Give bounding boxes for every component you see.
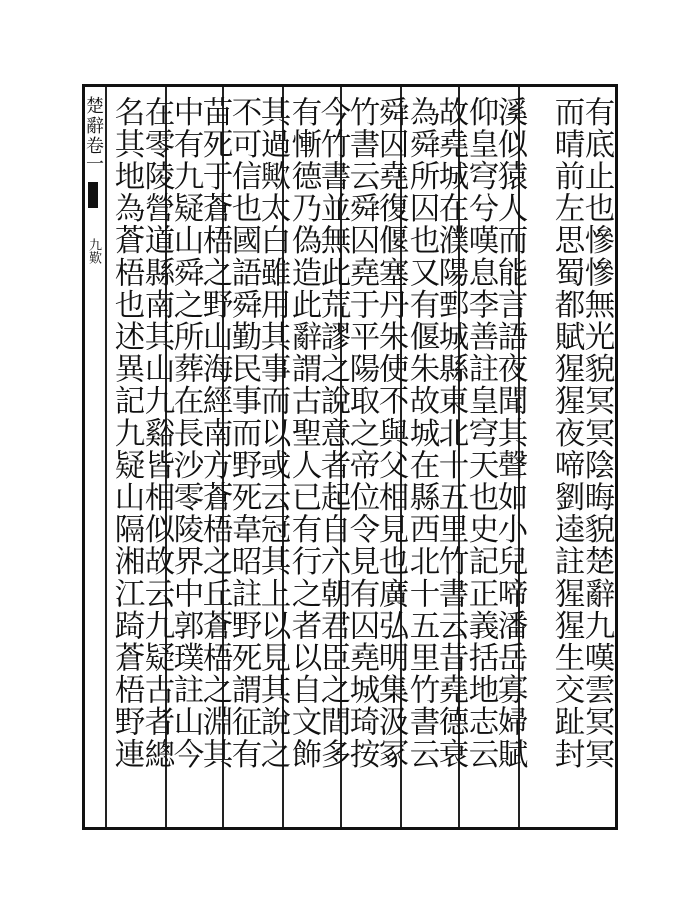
text-column-7: 舜囚堯復偃塞丹朱使不與父相見也廣弘明集汲冢 [373, 96, 408, 771]
book-title: 楚辭 [83, 96, 104, 136]
text-column-8: 竹書云舜囚堯于平陽取之帝位令見有囚堯城琦按 [344, 96, 379, 771]
text-column-14: 中有九疑山舜之所葬在長沙零陵界中郭璞註山今 [168, 96, 203, 771]
text-column-13: 苗死于蒼梧之野山海經南方蒼梧之丘蒼梧之淵其 [197, 96, 232, 771]
text-column-12: 不可信也國語舜勤民事而野死韋昭註野死謂征有 [226, 96, 261, 771]
text-column-11: 其過歟太白雖用其事而以或云冠其上以見其說之 [255, 96, 290, 771]
fishtail-mark [88, 182, 98, 208]
text-column-10: 有慚德乃偽造此辭謂古聖人已有行之者以自文飾 [286, 96, 321, 771]
text-column-4: 仰皇穹兮嘆息李善註皇穹天也史記正義括地志云 [463, 96, 498, 771]
margin-column [83, 96, 106, 822]
text-column-16: 名其地為蒼梧也述異記九疑山隔湘江踦蒼梧野連 [109, 96, 144, 771]
text-column-3: 溪似猿人而能言語夜聞其聲如小兒啼潘岳寡婦賦 [492, 96, 527, 771]
text-column-15: 在零陵營道縣南其山九谿皆相似故云九疑古者總 [139, 96, 174, 771]
section-title: 九歎 [86, 238, 101, 264]
text-column-1: 有底止也慘慘無光貌冥冥陰晦貌楚辭九嘆雲冥冥 [579, 96, 614, 771]
text-column-5: 故堯城在濮陽鄄城縣東北十五里竹書云昔堯德衰 [433, 96, 468, 771]
text-column-6: 為舜所囚也又有偃朱故城在縣西北十五里竹書云 [404, 96, 439, 771]
text-column-2: 而晴前左思蜀都賦猩猩夜啼劉逵註猩猩生交趾封 [549, 96, 584, 771]
text-column-9: 今竹書並無此荒謬之說意者起自六朝君臣之間多 [315, 96, 350, 771]
volume-marker: 卷一 [83, 136, 104, 172]
